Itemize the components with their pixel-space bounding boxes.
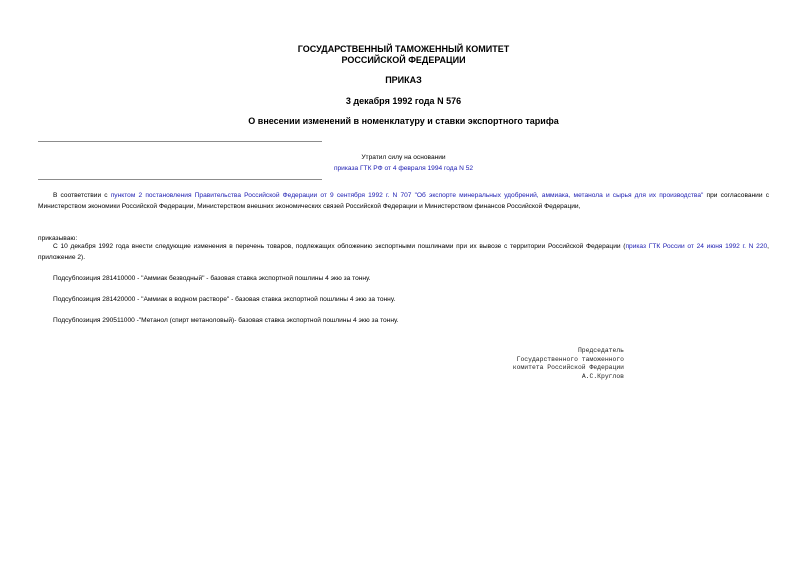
issuer-name-line1: ГОСУДАРСТВЕННЫЙ ТАМОЖЕННЫЙ КОМИТЕТ (297, 44, 510, 54)
signature-name: А.С.Круглов (581, 372, 624, 380)
document-title: О внесении изменений в номенклатуру и ставки экспортного тарифа (248, 116, 559, 126)
signature-block (500, 347, 624, 381)
signature-position: Председатель (577, 347, 624, 354)
preamble-paragraph (38, 191, 769, 212)
separator-top (38, 141, 322, 142)
status-note-text: Утратил силу на основании (361, 154, 446, 161)
document-date-number: 3 декабря 1992 года N 576 (345, 96, 462, 106)
document-type: ПРИКАЗ (385, 75, 422, 85)
signature-organization-line1: Государственного таможенного (516, 355, 624, 363)
order-text-end: , приложение 2). (38, 243, 769, 261)
subposition-item: Подсубпозиция 290511000 -"Метанол (спирт метаноловый)- базовая ставка экспортной пошлины 4 экю за тонну. (53, 317, 399, 324)
subposition-item: Подсубпозиция 281410000 - "Аммиак безводный" - базовая ставка экспортной пошлины 4 экю за тонну. (53, 275, 371, 282)
gtk-order-220-link[interactable]: приказ ГТК России от 24 июня 1992 г. N 220 (625, 243, 768, 250)
repeal-order-link[interactable]: приказа ГТК РФ от 4 февраля 1994 года N 52 (333, 165, 474, 172)
order-text-start: С 10 декабря 1992 года внести следующие изменения в перечень товаров, подлежащих обложению экспортными пошлинами при их вывозе с территории Российской Федерации ( (53, 243, 626, 250)
order-word: приказываю: (38, 235, 78, 242)
separator-bottom (38, 179, 322, 180)
preamble-text-end: при согласовании с Министерством экономики Российской Федерации, Министерством внешних экономических связей Российской Федерации и Министерством финансов Российской Федерации, (38, 192, 769, 210)
preamble-text-start: В соответствии с (53, 192, 111, 199)
status-note-line (0, 163, 807, 174)
subposition-item: Подсубпозиция 281420000 - "Аммиак в водном растворе" - базовая ставка экспортной пошлины 4 экю за тонну. (53, 296, 396, 303)
issuer-name-line2: РОССИЙСКОЙ ФЕДЕРАЦИИ (341, 55, 466, 65)
government-decree-link[interactable]: пунктом 2 постановления Правительства Российской Федерации от 9 сентября 1992 г. N 707 "Об экспорте минеральных удобрений, аммиака, метанола и сырья для их производства" (110, 192, 704, 199)
order-paragraph (38, 242, 769, 263)
signature-organization-line2: комитета Российской Федерации (512, 364, 624, 372)
